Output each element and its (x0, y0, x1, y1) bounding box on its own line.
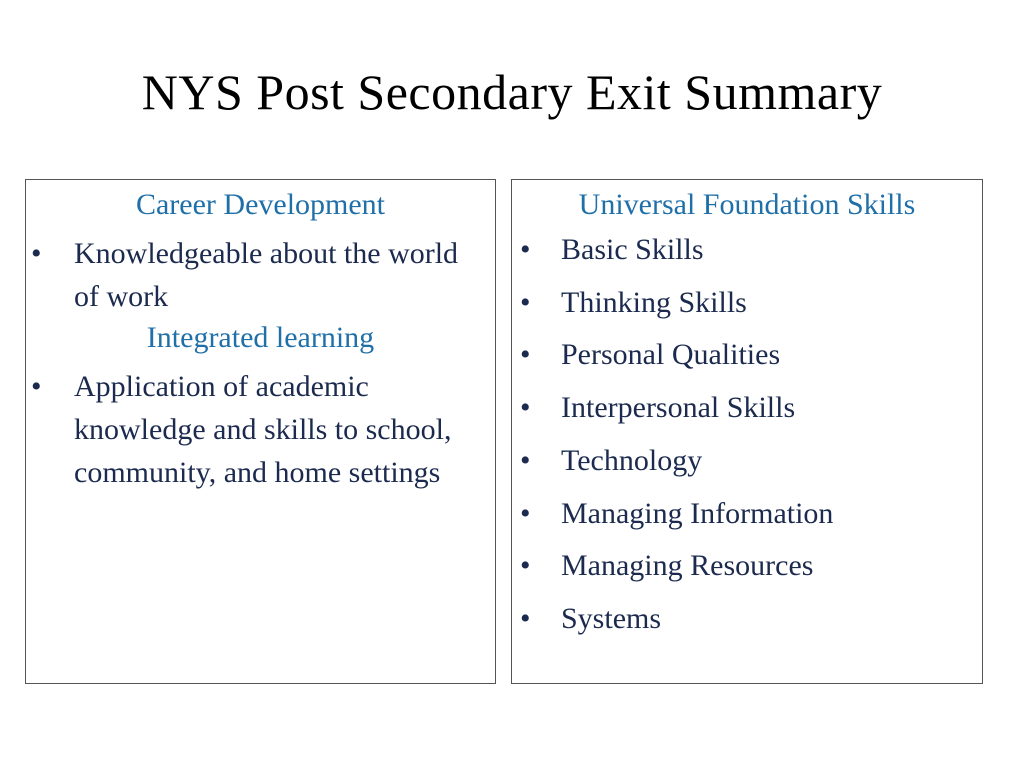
list-item (520, 488, 982, 541)
list-item (520, 382, 982, 435)
list-item (520, 593, 982, 646)
list-item (520, 224, 982, 277)
bullet-icon: • (520, 496, 531, 530)
bullet-icon: • (520, 338, 531, 372)
list-item-text: Thinking Skills (561, 285, 747, 319)
list-item-text: Personal Qualities (561, 338, 781, 372)
slide-title: NYS Post Secondary Exit Summary (141, 64, 883, 120)
list-item-text: Managing Information (561, 496, 834, 530)
foundation-skills-list (512, 224, 982, 646)
bullet-icon: • (520, 233, 531, 266)
bullet-icon: • (31, 237, 42, 270)
list-item (520, 277, 982, 330)
list-item-text: Application of academic knowledge and skills to school, community, and home settings (74, 370, 452, 489)
career-development-panel (25, 179, 496, 684)
list-item (520, 540, 982, 593)
bullet-icon: • (520, 285, 531, 319)
bullet-icon: • (520, 601, 531, 635)
list-item-text: Knowledgeable about the world of work (74, 237, 459, 313)
list-item-text: Systems (561, 601, 662, 635)
list-item-text: Interpersonal Skills (561, 391, 796, 425)
list-item-text: Basic Skills (561, 233, 704, 266)
bullet-icon: • (520, 443, 531, 477)
list-item (31, 232, 485, 318)
list-item (520, 329, 982, 382)
bullet-icon: • (31, 370, 42, 403)
list-item-text: Technology (561, 443, 703, 477)
career-development-list (26, 232, 495, 318)
integrated-learning-list (26, 365, 495, 494)
career-development-heading: Career Development (135, 188, 386, 221)
list-item (520, 435, 982, 488)
universal-foundation-skills-panel (511, 179, 983, 684)
integrated-learning-heading: Integrated learning (146, 321, 375, 354)
universal-foundation-skills-heading: Universal Foundation Skills (578, 188, 916, 221)
bullet-icon: • (520, 391, 531, 425)
list-item-text: Managing Resources (561, 549, 814, 583)
list-item (31, 365, 485, 494)
bullet-icon: • (520, 549, 531, 583)
